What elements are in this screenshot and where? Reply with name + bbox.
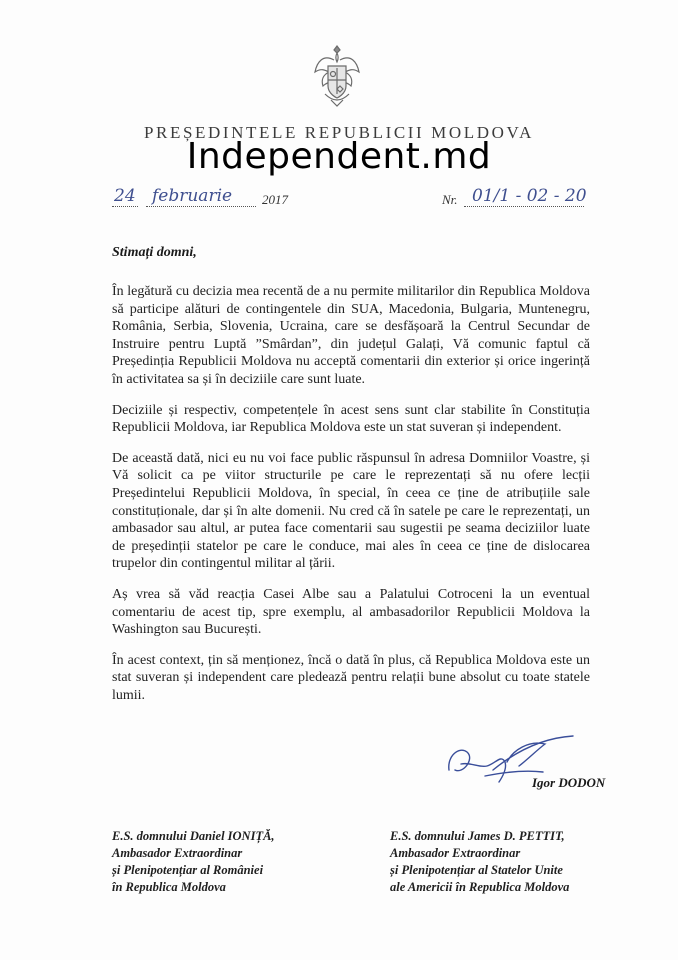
reference-number-underline [464, 206, 584, 207]
paragraph: Aș vrea să văd reacția Casei Albe sau a Palatului Cotroceni la un eventual comentariu de acest tip, spre exemplu, al ambasadorilor Republicii Moldova la Washington sau București. [112, 586, 590, 638]
coat-of-arms-icon [313, 42, 361, 110]
date-day: 24 [114, 186, 136, 206]
letterhead-title: PREȘEDINTELE REPUBLICII MOLDOVA [143, 123, 535, 142]
date-month: februarie [152, 186, 233, 206]
date-year: 2017 [262, 192, 288, 207]
date-line [112, 186, 592, 212]
reference-number-value: 01/1 - 02 - 20 [472, 186, 587, 206]
addressee-line: Ambasador Extraordinar [112, 846, 243, 860]
watermark-text: Independent.md [186, 136, 492, 177]
salutation: Stimați domni, [112, 245, 197, 260]
reference-number-label: Nr. [442, 192, 458, 207]
signer-name: Igor DODON [532, 775, 606, 790]
paragraph: Deciziile și respectiv, competențele în acest sens sunt clar stabilite în Constituția Republicii Moldova, iar Republica Moldova este un stat suveran și independent. [112, 402, 590, 436]
paragraph: De această dată, nici eu nu voi face public răspunsul în adresa Domniilor Voastre, și Vă solicit ca pe viitor structurile pe care le reprezentați să nu ofere lecții Președintelui Republicii Moldova, în special, în ceea ce ține de atribuțiile sale constituționale, dar și în alte domenii. Nu cred că în satele pe care le reprezentați, un ambasador sau altul, ar putea face comentarii sau sugestii pe seama deciziilor luate de președinții statelor pe care le conduce, mai ales în ceea ce ține de dislocarea trupelor din contingentul militar al țării. [112, 450, 590, 572]
addressee-romania [112, 828, 275, 896]
addressee-line: și Plenipotențiar al României [112, 863, 264, 877]
addressee-line: ale Americii în Republica Moldova [390, 880, 570, 894]
paragraph: În acest context, țin să menționez, încă o dată în plus, că Republica Moldova este un stat suveran și independent care pledează pentru relații bune absolut cu toate statele lumii. [112, 652, 590, 703]
date-month-underline [146, 206, 256, 207]
addressee-line: E.S. domnului Daniel IONIȚĂ, [112, 829, 275, 843]
addressee-line: Ambasador Extraordinar [390, 846, 521, 860]
addressee-line: E.S. domnului James D. PETTIT, [390, 829, 565, 843]
paragraph: În legătură cu decizia mea recentă de a nu permite militarilor din Republica Moldova să participe alături de contingentele din SUA, Macedonia, Bulgaria, Muntenegru, România, Serbia, Slovenia, Ucraina, care se desfășoară la Centrul Secundar de Instruire pentru Luptă ”Smârdan”, din județul Galați, Vă comunic faptul că Președinția Republicii Moldova nu acceptă comentarii din exterior și orice ingerință în activitatea sa și în deciziile care sunt luate. [112, 284, 590, 387]
addressee-usa [390, 828, 569, 896]
addressee-line: și Plenipotențiar al Statelor Unite [390, 863, 563, 877]
letter-body [112, 283, 590, 717]
date-day-underline [112, 206, 138, 207]
addressee-line: în Republica Moldova [112, 880, 226, 894]
